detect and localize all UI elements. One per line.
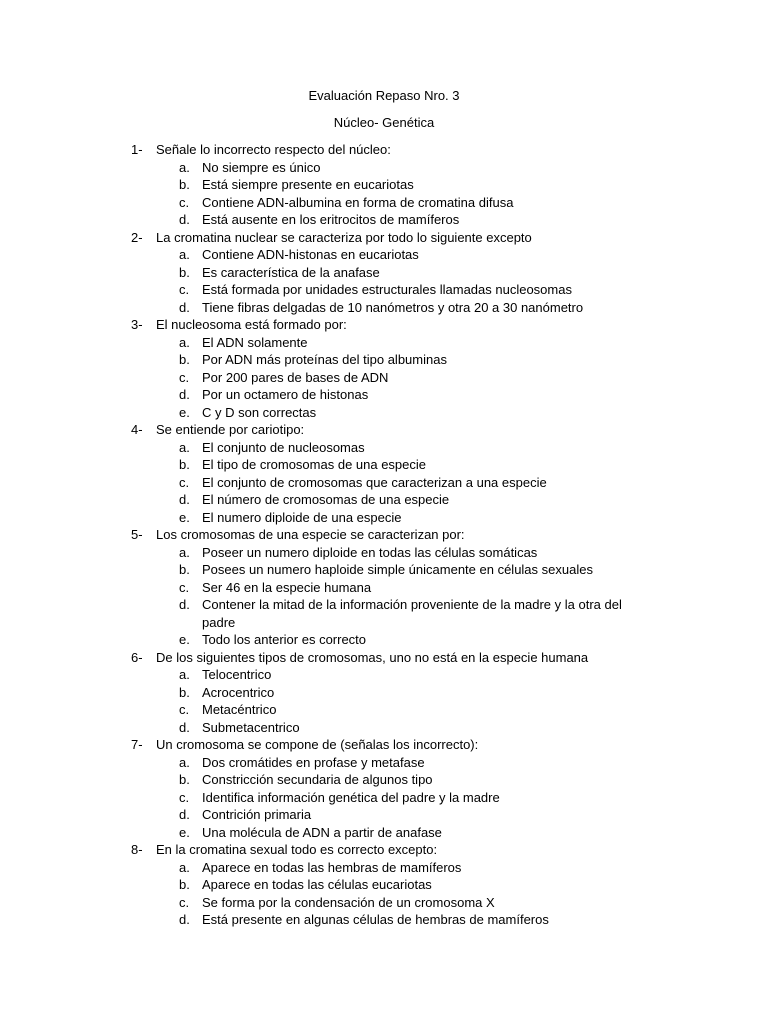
option-letter: a. xyxy=(179,544,190,560)
option-letter: a. xyxy=(179,247,190,262)
option-letter: a. xyxy=(179,754,190,770)
question-text: Los cromosomas de una especie se caracterizan por: xyxy=(156,527,465,542)
question-number: 7- xyxy=(131,737,143,752)
question-line xyxy=(0,526,768,544)
answer-option xyxy=(0,264,768,282)
option-text: Ser 46 en la especie humana xyxy=(202,579,372,595)
option-letter: e. xyxy=(179,632,190,647)
option-letter: e. xyxy=(179,824,190,840)
document-subtitle: Núcleo- Genética xyxy=(333,115,435,130)
option-list xyxy=(0,544,768,649)
option-text: Por un octamero de histonas xyxy=(202,387,369,402)
answer-option xyxy=(0,299,768,317)
question-item xyxy=(0,141,768,229)
question-list xyxy=(0,141,768,929)
option-letter: d. xyxy=(179,719,190,735)
answer-option xyxy=(0,719,768,737)
option-letter: e. xyxy=(179,404,190,420)
option-text: C y D son correctas xyxy=(202,404,317,420)
question-line xyxy=(0,141,768,159)
answer-option xyxy=(0,334,768,352)
option-text: El conjunto de cromosomas que caracterizan a una especie xyxy=(202,474,547,490)
option-text: No siempre es único xyxy=(202,159,321,175)
option-letter: d. xyxy=(179,807,190,822)
question-text: De los siguientes tipos de cromosomas, uno no está en la especie humana xyxy=(156,649,589,665)
answer-option xyxy=(0,911,768,929)
option-text: Aparece en todas las hembras de mamíferos xyxy=(202,859,462,875)
answer-option xyxy=(0,386,768,404)
option-text: Está siempre presente en eucariotas xyxy=(202,177,414,192)
question-number: 4- xyxy=(131,422,143,437)
option-text: Una molécula de ADN a partir de anafase xyxy=(202,824,442,840)
option-text: Se forma por la condensación de un cromosoma X xyxy=(202,894,495,910)
option-letter: a. xyxy=(179,667,190,682)
question-item xyxy=(0,526,768,649)
option-text: Poseer un numero diploide en todas las células somáticas xyxy=(202,544,538,560)
question-number: 1- xyxy=(131,142,143,157)
option-letter: b. xyxy=(179,177,190,192)
option-text: Contener la mitad de la información proveniente de la madre y la otra del padre xyxy=(202,597,622,630)
question-line xyxy=(0,316,768,334)
option-text: Identifica información genética del padre y la madre xyxy=(202,789,500,805)
option-list xyxy=(0,159,768,229)
answer-option xyxy=(0,491,768,509)
answer-option xyxy=(0,246,768,264)
question-line xyxy=(0,736,768,754)
option-list xyxy=(0,754,768,842)
option-letter: e. xyxy=(179,509,190,525)
option-text: Está presente en algunas células de hembras de mamíferos xyxy=(202,912,549,927)
option-letter: c. xyxy=(179,474,190,490)
question-line xyxy=(0,421,768,439)
answer-option xyxy=(0,159,768,177)
question-number: 2- xyxy=(131,229,143,245)
answer-option xyxy=(0,281,768,299)
option-text: Por 200 pares de bases de ADN xyxy=(202,369,389,385)
answer-option xyxy=(0,894,768,912)
option-text: Constricción secundaria de algunos tipo xyxy=(202,772,433,787)
option-letter: b. xyxy=(179,877,190,892)
question-number: 6- xyxy=(131,649,143,665)
option-list xyxy=(0,666,768,736)
option-text: Está ausente en los eritrocitos de mamíferos xyxy=(202,212,460,227)
option-text: Está formada por unidades estructurales llamadas nucleosomas xyxy=(202,282,572,297)
answer-option xyxy=(0,211,768,229)
question-item xyxy=(0,649,768,737)
option-letter: d. xyxy=(179,299,190,315)
option-letter: c. xyxy=(179,194,190,210)
option-text: Contiene ADN-albumina en forma de cromatina difusa xyxy=(202,194,514,210)
option-letter: d. xyxy=(179,597,190,612)
option-letter: d. xyxy=(179,912,190,927)
question-item xyxy=(0,421,768,526)
option-letter: b. xyxy=(179,264,190,280)
question-item xyxy=(0,736,768,841)
answer-option xyxy=(0,701,768,719)
answer-option xyxy=(0,456,768,474)
option-text: Posees un numero haploide simple únicamente en células sexuales xyxy=(202,562,593,577)
document-title: Evaluación Repaso Nro. 3 xyxy=(308,88,460,103)
option-list xyxy=(0,246,768,316)
option-letter: a. xyxy=(179,334,190,350)
question-line xyxy=(0,229,768,247)
option-text: Por ADN más proteínas del tipo albuminas xyxy=(202,352,447,367)
option-text: Dos cromátides en profase y metafase xyxy=(202,754,425,770)
question-text: En la cromatina sexual todo es correcto excepto: xyxy=(156,842,438,857)
answer-option xyxy=(0,194,768,212)
option-text: Metacéntrico xyxy=(202,702,277,717)
question-number: 3- xyxy=(131,317,143,332)
answer-option xyxy=(0,474,768,492)
question-item xyxy=(0,229,768,317)
answer-option xyxy=(0,771,768,789)
answer-option xyxy=(0,596,768,631)
answer-option xyxy=(0,369,768,387)
answer-option xyxy=(0,351,768,369)
answer-option xyxy=(0,806,768,824)
option-letter: c. xyxy=(179,369,190,385)
option-letter: d. xyxy=(179,212,190,227)
option-text: Tiene fibras delgadas de 10 nanómetros y otra 20 a 30 nanómetro xyxy=(202,299,584,315)
answer-option xyxy=(0,754,768,772)
question-text: La cromatina nuclear se caracteriza por todo lo siguiente excepto xyxy=(156,229,532,245)
option-letter: a. xyxy=(179,439,190,455)
option-text: El numero diploide de una especie xyxy=(202,509,402,525)
question-item xyxy=(0,316,768,421)
option-text: Contrición primaria xyxy=(202,807,312,822)
question-item xyxy=(0,841,768,929)
answer-option xyxy=(0,684,768,702)
question-line xyxy=(0,649,768,667)
option-letter: c. xyxy=(179,894,190,910)
option-text: El tipo de cromosomas de una especie xyxy=(202,457,427,472)
option-letter: a. xyxy=(179,159,190,175)
option-letter: c. xyxy=(179,579,190,595)
option-text: El conjunto de nucleosomas xyxy=(202,439,365,455)
option-text: Aparece en todas las células eucariotas xyxy=(202,877,432,892)
answer-option xyxy=(0,579,768,597)
option-letter: b. xyxy=(179,772,190,787)
option-list xyxy=(0,859,768,929)
answer-option xyxy=(0,561,768,579)
question-text: Señale lo incorrecto respecto del núcleo: xyxy=(156,142,391,157)
question-line xyxy=(0,841,768,859)
answer-option xyxy=(0,631,768,649)
question-number: 8- xyxy=(131,842,143,857)
option-list xyxy=(0,439,768,527)
answer-option xyxy=(0,509,768,527)
option-letter: d. xyxy=(179,492,190,507)
option-letter: c. xyxy=(179,702,190,717)
answer-option xyxy=(0,544,768,562)
option-text: Telocentrico xyxy=(202,667,272,682)
option-list xyxy=(0,334,768,422)
question-text: El nucleosoma está formado por: xyxy=(156,317,347,332)
question-text: Se entiende por cariotipo: xyxy=(156,422,305,437)
option-letter: b. xyxy=(179,562,190,577)
answer-option xyxy=(0,859,768,877)
option-text: Todo los anterior es correcto xyxy=(202,632,367,647)
option-text: Contiene ADN-histonas en eucariotas xyxy=(202,247,419,262)
option-text: Es característica de la anafase xyxy=(202,264,380,280)
option-letter: b. xyxy=(179,352,190,367)
option-letter: d. xyxy=(179,387,190,402)
question-text: Un cromosoma se compone de (señalas los incorrecto): xyxy=(156,737,479,752)
answer-option xyxy=(0,876,768,894)
option-letter: c. xyxy=(179,789,190,805)
option-letter: b. xyxy=(179,684,190,700)
answer-option xyxy=(0,176,768,194)
option-letter: b. xyxy=(179,457,190,472)
question-number: 5- xyxy=(131,527,143,542)
option-letter: c. xyxy=(179,282,190,297)
option-text: El número de cromosomas de una especie xyxy=(202,492,450,507)
answer-option xyxy=(0,824,768,842)
answer-option xyxy=(0,404,768,422)
answer-option xyxy=(0,666,768,684)
answer-option xyxy=(0,439,768,457)
option-letter: a. xyxy=(179,859,190,875)
option-text: Submetacentrico xyxy=(202,719,300,735)
option-text: Acrocentrico xyxy=(202,684,275,700)
option-text: El ADN solamente xyxy=(202,334,308,350)
answer-option xyxy=(0,789,768,807)
